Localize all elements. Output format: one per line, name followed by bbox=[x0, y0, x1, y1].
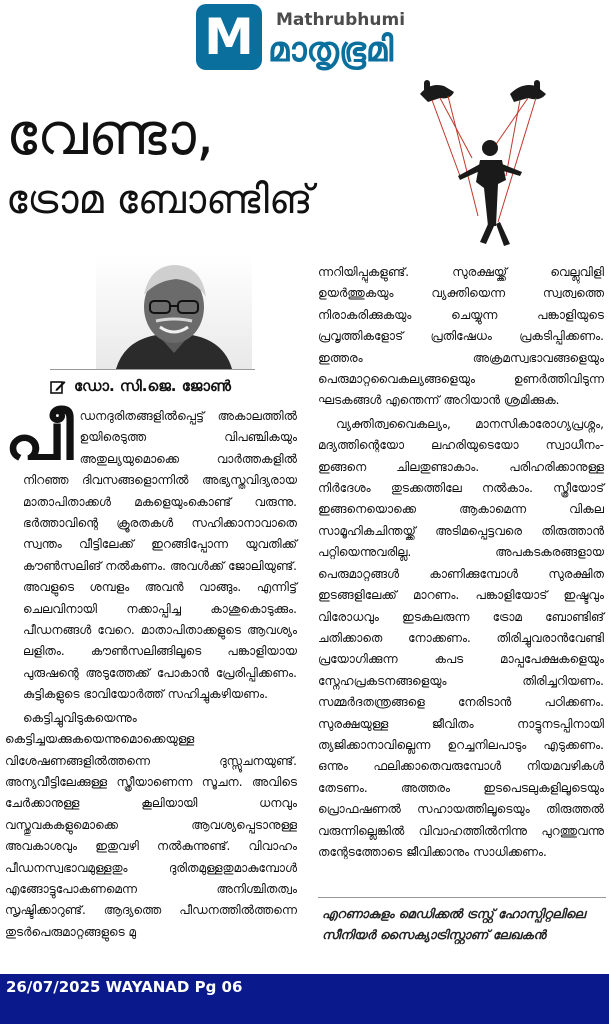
article-paragraph: പീഡനദുരിതങ്ങളിൽപ്പെട്ട് അകാലത്തിൽ ഉയിരെടുത്ത വിപഞ്ചികയും അതുല്യയുമൊക്കെ വാർത്തകളിൽ നിറഞ്ഞ ദിവസങ്ങളൊന്നിൽ അഭ്യസ്തവിദ്യരായ മാതാപിതാക്കൾ മകളെയുംകൊണ്ട് വരുന്നു. ഭർത്താവിന്റെ ക്രൂരതകൾ സഹിക്കാനാവാതെ സ്വന്തം വീട്ടിലേക്ക് ഇറങ്ങിപ്പോന്ന യുവതിക്ക് കൗൺസലിങ് നൽകണം. അവൾക്ക് ജോലിയുണ്ട്. അവളുടെ ശമ്പളം അവൻ വാങ്ങും. എന്നിട്ട് ചെലവിനായി നക്കാപ്പിച്ച കാശുകൊടുക്കും. പീഡനങ്ങൾ വേറെ. മാതാപിതാക്കളുടെ ആവശ്യം ലളിതം. കൗൺസലിങ്ങിലൂടെ പങ്കാളിയായ പുരുഷന്റെ അടുത്തേക്ക് പോകാൻ പ്രേരിപ്പിക്കണം. കുട്ടികളുടെ ഭാവിയോർത്ത് സഹിച്ചുകഴിയണം. bbox=[5, 401, 297, 702]
puppet-figure bbox=[458, 140, 522, 246]
headline-line-1: വേണ്ടാ, bbox=[6, 100, 215, 168]
byline bbox=[50, 373, 231, 399]
puppet-illustration bbox=[410, 76, 560, 256]
article-paragraph: വ്യക്തിത്വവൈകല്യം, മാനസികാരോഗ്യപ്രശ്നം, മദ്യത്തിന്റെയോ ലഹരിയുടെയോ സ്വാധീനം- ഇങ്ങനെ ചിലതുണ്ടാകാം. പരിഹരിക്കാനുള്ള നിർദേശം തുടക്കത്തിലേ നൽകാം. സ്ത്രീയോട് ഇങ്ങനെയൊക്കെ ആകാമെന്ന വികല സാമൂഹികചിന്തയ്ക്ക് അടിമപ്പെട്ടവരെ തിരുത്താൻ പറ്റിയെന്നുവരില്ല. അപകടകരങ്ങളായ പെരുമാറ്റങ്ങൾ കാണിക്കുമ്പോൾ സുരക്ഷിത ഇടങ്ങളിലേക്ക് മാറണം. പങ്കാളിയോട് ഇഷ്ടവും വിരോധവും ഇടകലരുന്ന ട്രോമ ബോണ്ടിങ് ചതിക്കാതെ നോക്കണം. തിരിച്ചുവരാൻവേണ്ടി പ്രയോഗിക്കുന്ന കപട മാപ്പപേക്ഷകളെയും സ്നേഹപ്രകടനങ്ങളെയും തിരിച്ചറിയണം. സമ്മർദതന്ത്രങ്ങളെ നേരിടാൻ പഠിക്കണം. സുരക്ഷയുള്ള ജീവിതം നാട്ടുനടപ്പിനായി ത്യജിക്കാനാവില്ലെന്ന ഉറച്ചനിലപാടും എടുക്കണം. ഒന്നും ഫലിക്കാതെവരുമ്പോൾ നിയമവഴികൾ തേടണം. അത്തരം ഇടപെടലുകളിലൂടെയും പ്രൊഫഷണൽ സഹായത്തിലൂടെയും തിരുത്തൽ വരുന്നില്ലെങ്കിൽ വിവാഹത്തിൽനിന്നു പുറത്തുവന്നു തന്റേടത്തോടെ ജീവിക്കാനും സാധിക്കണം. bbox=[318, 416, 604, 859]
byline-rule bbox=[50, 369, 255, 370]
footer-edition-info: 26/07/2025 WAYANAD Pg 06 bbox=[6, 978, 243, 996]
footer-bar bbox=[0, 974, 609, 1024]
author-note: എറണാകുളം മെഡിക്കൽ ട്രസ്റ്റ് ഹോസ്പിറ്റലിലെ സീനിയർ സൈക്യാട്രിസ്റ്റാണ് ലേഖകൻ bbox=[322, 906, 586, 942]
logo-name-english: Mathrubhumi bbox=[276, 10, 406, 30]
author-name: ഡോ. സി.ജെ. ജോൺ bbox=[74, 377, 231, 395]
dropcap: പീ bbox=[5, 401, 74, 475]
article-column-left bbox=[5, 401, 297, 943]
logo-name-malayalam: മാതൃഭൂമി bbox=[268, 30, 394, 70]
masthead-logo bbox=[196, 4, 496, 72]
pen-icon bbox=[50, 379, 66, 395]
puppet-strings bbox=[432, 96, 536, 222]
logo-badge: M bbox=[196, 4, 262, 70]
article-column-right bbox=[318, 262, 604, 863]
article-paragraph: ന്നറിയിപ്പുകളുണ്ട്. സുരക്ഷയ്ക്ക് വെല്ലുവിളി ഉയർത്തുകയും വ്യക്തിയെന്ന സ്വത്വത്തെ നിരാകരിക്കുകയും ചെയ്യുന്ന പങ്കാളിയുടെ പ്രവൃത്തികളോട് പ്രതിഷേധം പ്രകടിപ്പിക്കണം. ഇത്തരം അക്രമസ്വഭാവങ്ങളെയും പെരുമാറ്റവൈകല്യങ്ങളെയും ഉണർത്തിവിടുന്ന ഘടകങ്ങൾ എന്തെന്ന് അറിയാൻ ശ്രമിക്കുക. bbox=[318, 265, 604, 408]
headline-line-2: ട്രോമ ബോണ്ടിങ് bbox=[6, 177, 313, 223]
article-paragraph: കെട്ടിച്ചുവിടുകയെന്നും കെട്ടിച്ചയക്കുകയെന്നുമൊക്കെയുള്ള വിശേഷണങ്ങളിൽത്തന്നെ ദുസ്സൂചനയുണ്ട്. അന്യവീട്ടിലേക്കുള്ള സ്ത്രീയാണെന്ന സൂചന. അവിടെ ചേർക്കാനുള്ള കൂലിയായി ധനവും വസ്തുവകകളുമൊക്കെ ആവശ്യപ്പെടാനുള്ള അവകാശവും ഇതുവഴി നൽകുന്നുണ്ട്. വിവാഹം പീഡനസ്വഭാവമുള്ളതും ദുരിതമുള്ളതുമാകുമ്പോൾ എങ്ങോട്ടുപോകണമെന്ന അനിശ്ചിതത്വം സൃഷ്ടിക്കാറുണ്ട്. ആദ്യത്തെ പീഡനത്തിൽത്തന്നെ തുടർപെരുമാറ്റങ്ങളുടെ മു bbox=[5, 710, 297, 939]
author-photo bbox=[96, 255, 252, 369]
author-note-rule bbox=[318, 897, 606, 898]
